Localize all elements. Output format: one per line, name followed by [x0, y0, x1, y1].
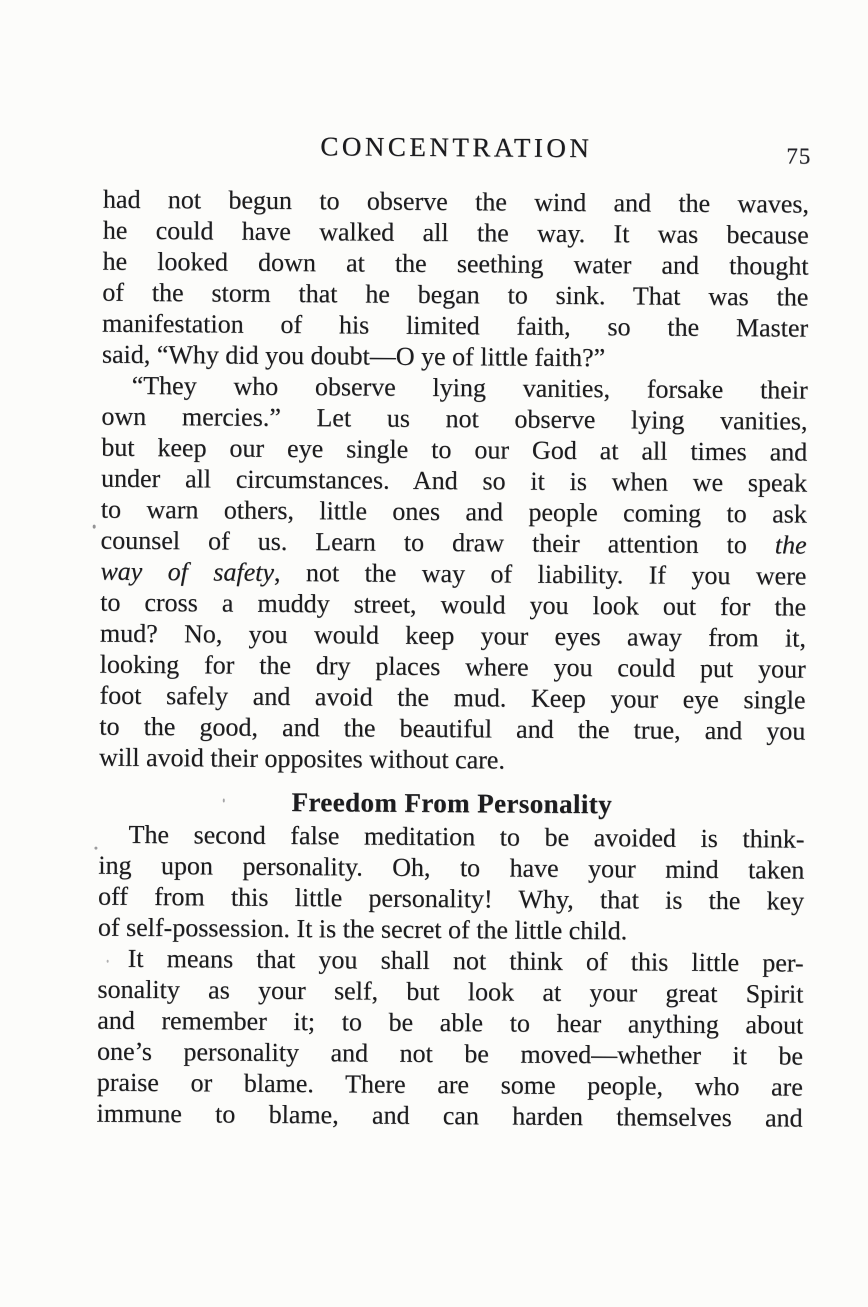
- text-line: under all circumstances. And so it is when we speak: [100, 463, 808, 498]
- scan-speck: [223, 799, 225, 803]
- paragraph: [96, 943, 803, 1134]
- text-line: sonality as your self, but look at your great Spirit: [97, 974, 804, 1009]
- text-line: foot safely and avoid the mud. Keep your eye single: [99, 680, 806, 715]
- paragraph: [98, 819, 805, 948]
- text-line: of self-possession. It is the secret of the little child.: [97, 912, 628, 946]
- text-line: It means that you shall not think of this little per-: [127, 943, 804, 978]
- text-line: manifestation of his limited faith, so the Master: [102, 308, 809, 343]
- text-line: had not begun to observe the wind and the waves,: [102, 184, 810, 219]
- text-line: to the good, and the beautiful and the true, and you: [99, 711, 806, 746]
- text-line: way of safety, not the way of liability. If you were: [100, 556, 807, 591]
- text-line: to cross a muddy street, would you look out for the: [100, 587, 807, 622]
- text-line: one’s personality and not be moved—whether it be: [96, 1036, 804, 1071]
- scan-speck: [93, 525, 96, 529]
- page-number: 75: [786, 143, 812, 169]
- scan-speck: [107, 960, 109, 963]
- text-line: but keep our eye single to our God at all times and: [101, 432, 808, 467]
- text-line: ing upon personality. Oh, to have your mind taken: [98, 850, 805, 885]
- text-line: counsel of us. Learn to draw their attention to the: [100, 525, 807, 560]
- section-heading: Freedom From Personality: [291, 787, 613, 820]
- text-line: said, “Why did you doubt—O ye of little faith?”: [101, 339, 606, 373]
- text-line: mud? No, you would keep your eyes away from it,: [99, 618, 807, 653]
- text-line: to warn others, little ones and people coming to ask: [100, 494, 807, 529]
- scan-speck: [94, 847, 97, 850]
- text-line: own mercies.” Let us not observe lying vanities,: [101, 401, 808, 436]
- text-line: immune to blame, and can harden themselves and: [96, 1098, 803, 1133]
- text-line: The second false meditation to be avoided is think-: [128, 819, 805, 854]
- text-line: will avoid their opposites without care.: [98, 742, 505, 775]
- paragraph: [99, 370, 808, 778]
- text-line: he could have walked all the way. It was because: [102, 215, 809, 250]
- text-line: of the storm that he began to sink. That was the: [102, 277, 809, 312]
- text-line: praise or blame. There are some people, who are: [96, 1067, 803, 1102]
- text-line: he looked down at the seething water and thought: [102, 246, 809, 281]
- text-line: and remember it; to be able to hear anything about: [97, 1005, 804, 1040]
- page-body: [96, 184, 809, 1134]
- text-line: “They who observe lying vanities, forsake their: [131, 370, 808, 405]
- page-title: CONCENTRATION: [320, 131, 593, 164]
- text-line: off from this little personality! Why, that is the key: [98, 881, 805, 916]
- page-header: [103, 130, 812, 171]
- text-line: looking for the dry places where you could put your: [99, 649, 806, 684]
- paragraph: [102, 184, 809, 375]
